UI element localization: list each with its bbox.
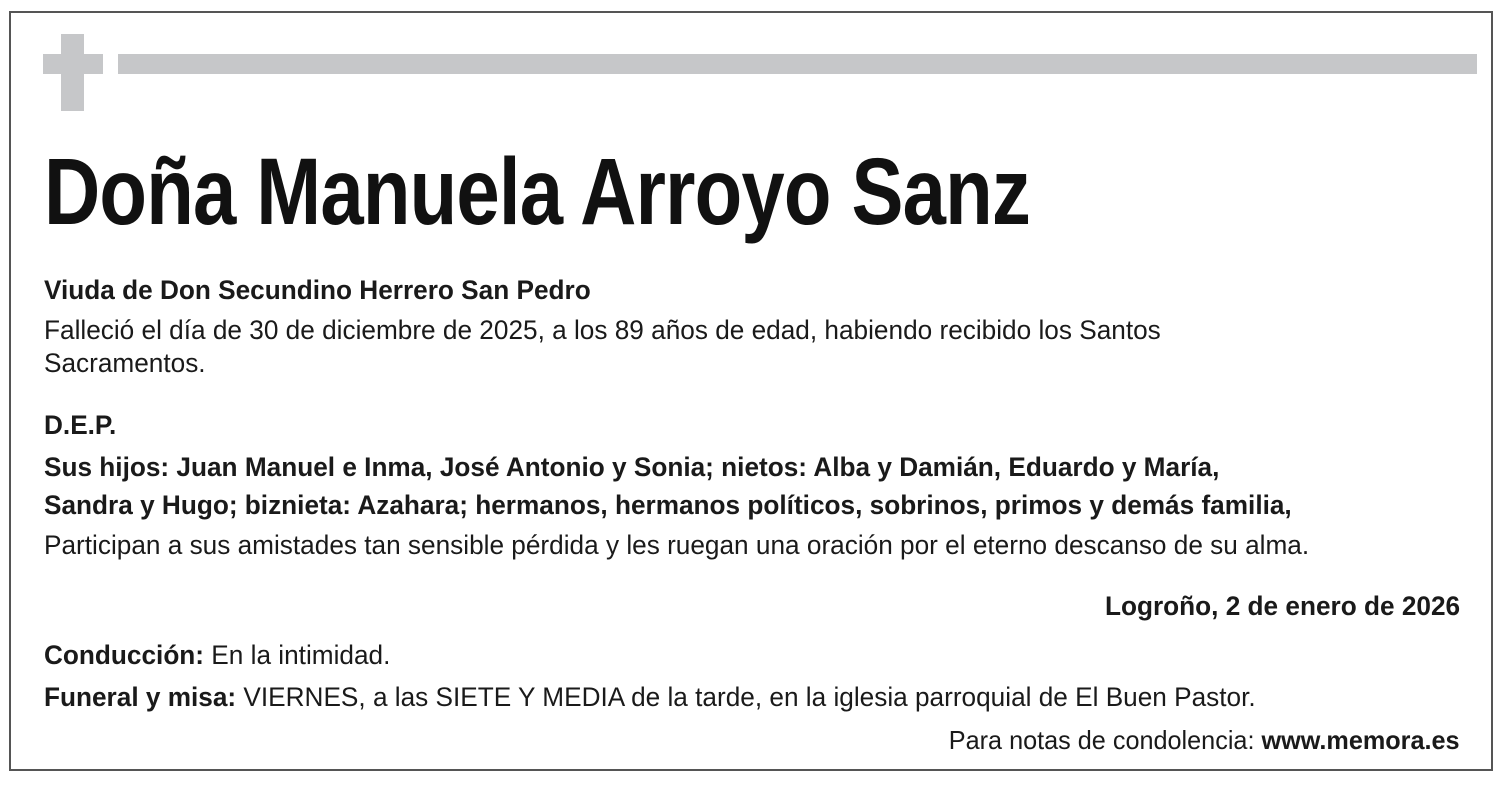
funeral-value: VIERNES, a las SIETE Y MEDIA de la tarde, en la iglesia parroquial de El Buen Pastor. xyxy=(236,682,1256,712)
conduccion-label: Conducción: xyxy=(44,640,205,670)
condolence-link[interactable]: www.memora.es xyxy=(1261,725,1460,755)
dep: D.E.P. xyxy=(44,410,117,440)
widow-of: Viuda de Don Secundino Herrero San Pedro xyxy=(44,275,591,305)
condolence xyxy=(949,724,1460,756)
cross-icon-arm xyxy=(43,54,103,74)
participation: Participan a sus amistades tan sensible pérdida y les ruegan una oración por el eterno descanso de su alma. xyxy=(44,530,1310,560)
death-notice-line-2: Sacramentos. xyxy=(44,348,206,378)
condolence-label: Para notas de condolencia: xyxy=(949,725,1262,755)
death-notice-line-1: Falleció el día de 30 de diciembre de 2025, a los 89 años de edad, habiendo recibido los Santos xyxy=(44,315,1161,345)
conduccion xyxy=(44,639,390,671)
place-date: Logroño, 2 de enero de 2026 xyxy=(1104,591,1460,621)
family-line-1: Sus hijos: Juan Manuel e Inma, José Antonio y Sonia; nietos: Alba y Damián, Eduardo y María, xyxy=(44,452,1220,482)
conduccion-value: En la intimidad. xyxy=(204,640,391,670)
funeral-label: Funeral y misa: xyxy=(44,682,237,712)
funeral xyxy=(44,681,1256,713)
header-rule xyxy=(118,54,1477,74)
deceased-name: Doña Manuela Arroyo Sanz xyxy=(44,139,1030,245)
family-line-2: Sandra y Hugo; biznieta: Azahara; hermanos, hermanos políticos, sobrinos, primos y demás familia, xyxy=(44,490,1292,520)
